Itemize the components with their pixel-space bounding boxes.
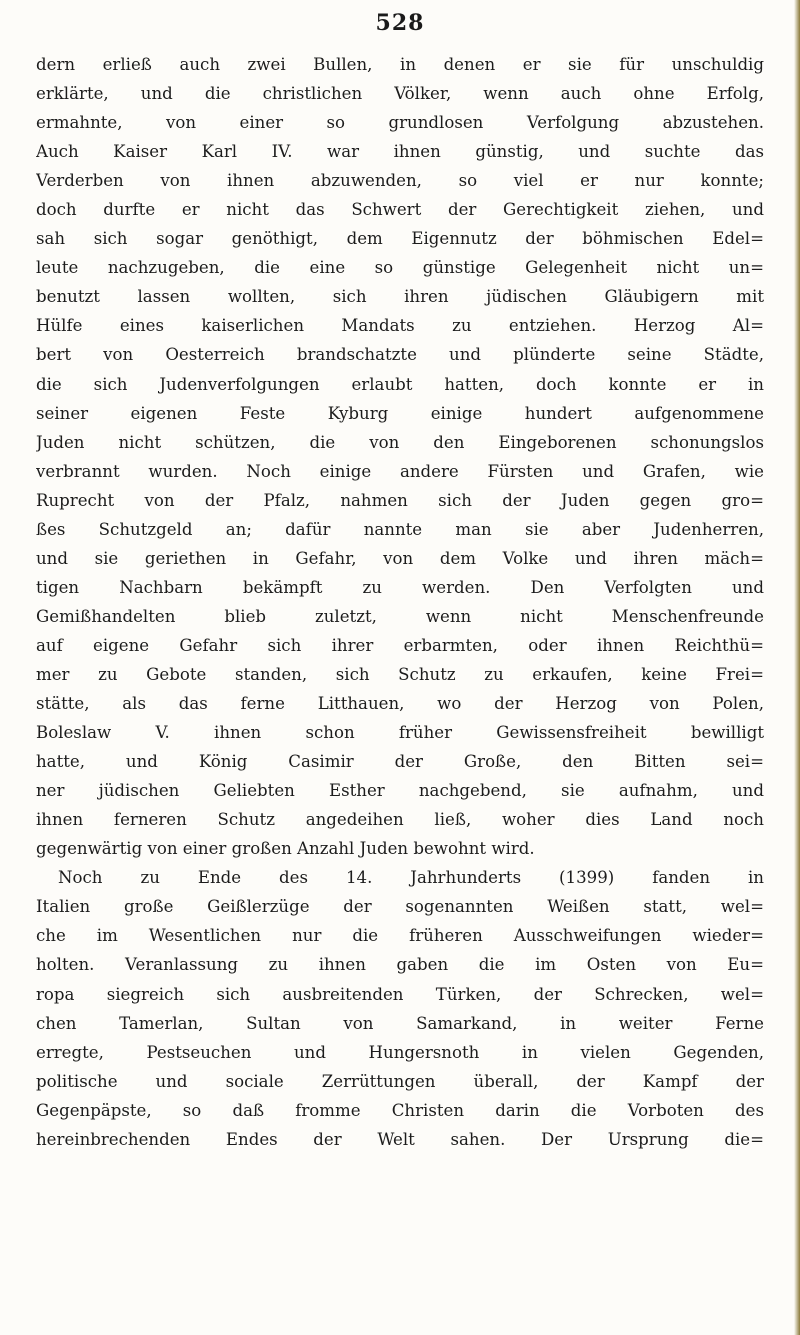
- text-line: ropa siegreich sich ausbreitenden Türken, der Schrecken, wel=: [36, 984, 764, 1004]
- text-line: Verderben von ihnen abzuwenden, so viel er nur konnte;: [36, 171, 764, 191]
- text-line: Italien große Geißlerzüge der sogenannten Weißen statt, wel=: [36, 897, 764, 917]
- text-line: Ruprecht von der Pfalz, nahmen sich der Juden gegen gro=: [36, 490, 764, 510]
- text-line: stätte, als das ferne Litthauen, wo der Herzog von Polen,: [36, 694, 764, 714]
- text-line: seiner eigenen Feste Kyburg einige hundert aufgenommene: [36, 403, 764, 423]
- text-line: erregte, Pestseuchen und Hungersnoth in vielen Gegenden,: [36, 1042, 764, 1062]
- text-line: bert von Oesterreich brandschatzte und plünderte seine Städte,: [36, 345, 764, 365]
- text-line: tigen Nachbarn bekämpft zu werden. Den Verfolgten und: [36, 577, 764, 597]
- text-line: doch durfte er nicht das Schwert der Gerechtigkeit ziehen, und: [36, 200, 764, 220]
- text-line: chen Tamerlan, Sultan von Samarkand, in weiter Ferne: [36, 1013, 764, 1033]
- text-line: Juden nicht schützen, die von den Eingeborenen schonungslos: [36, 432, 764, 452]
- text-line: benutzt lassen wollten, sich ihren jüdischen Gläubigern mit: [36, 287, 764, 307]
- text-line: ner jüdischen Geliebten Esther nachgebend, sie aufnahm, und: [36, 781, 764, 801]
- text-line: che im Wesentlichen nur die früheren Ausschweifungen wieder=: [36, 926, 764, 946]
- text-line: Gegenpäpste, so daß fromme Christen darin die Vorboten des: [36, 1100, 764, 1120]
- text-line: holten. Veranlassung zu ihnen gaben die im Osten von Eu=: [36, 955, 764, 975]
- text-line: politische und sociale Zerrüttungen überall, der Kampf der: [36, 1071, 764, 1091]
- text-line: hereinbrechenden Endes der Welt sahen. Der Ursprung die=: [36, 1129, 764, 1149]
- text-line: und sie geriethen in Gefahr, von dem Volke und ihren mäch=: [36, 548, 764, 568]
- text-line: ßes Schutzgeld an; dafür nannte man sie aber Judenherren,: [36, 519, 764, 539]
- text-line: dern erließ auch zwei Bullen, in denen er sie für unschuldig: [36, 55, 764, 74]
- text-line: hatte, und König Casimir der Große, den Bitten sei=: [36, 752, 764, 772]
- page-number: 528: [375, 10, 425, 36]
- text-line: die sich Judenverfolgungen erlaubt hatten, doch konnte er in: [36, 374, 764, 394]
- text-line: leute nachzugeben, die eine so günstige Gelegenheit nicht un=: [36, 258, 764, 278]
- text-line: Hülfe eines kaiserlichen Mandats zu entziehen. Herzog Al=: [36, 316, 764, 336]
- text-line: ihnen ferneren Schutz angedeihen ließ, woher dies Land noch: [36, 810, 764, 830]
- text-line: Noch zu Ende des 14. Jahrhunderts (1399) fanden in: [58, 868, 764, 888]
- text-line: Gemißhandelten blieb zuletzt, wenn nicht Menschenfreunde: [36, 606, 764, 626]
- text-line: ermahnte, von einer so grundlosen Verfolgung abzustehen.: [36, 113, 764, 133]
- text-line: mer zu Gebote standen, sich Schutz zu erkaufen, keine Frei=: [36, 664, 764, 684]
- body-text: [36, 50, 764, 1154]
- text-line: Auch Kaiser Karl IV. war ihnen günstig, und suchte das: [36, 142, 764, 162]
- text-line: auf eigene Gefahr sich ihrer erbarmten, oder ihnen Reichthü=: [36, 635, 764, 655]
- text-line: sah sich sogar genöthigt, dem Eigennutz der böhmischen Edel=: [36, 229, 764, 249]
- page-edge: [794, 0, 800, 1335]
- text-line: gegenwärtig von einer großen Anzahl Juden bewohnt wird.: [36, 839, 535, 859]
- text-line: erklärte, und die christlichen Völker, wenn auch ohne Erfolg,: [36, 84, 764, 104]
- text-line: Boleslaw V. ihnen schon früher Gewissensfreiheit bewilligt: [36, 723, 764, 743]
- text-line: verbrannt wurden. Noch einige andere Fürsten und Grafen, wie: [36, 461, 764, 481]
